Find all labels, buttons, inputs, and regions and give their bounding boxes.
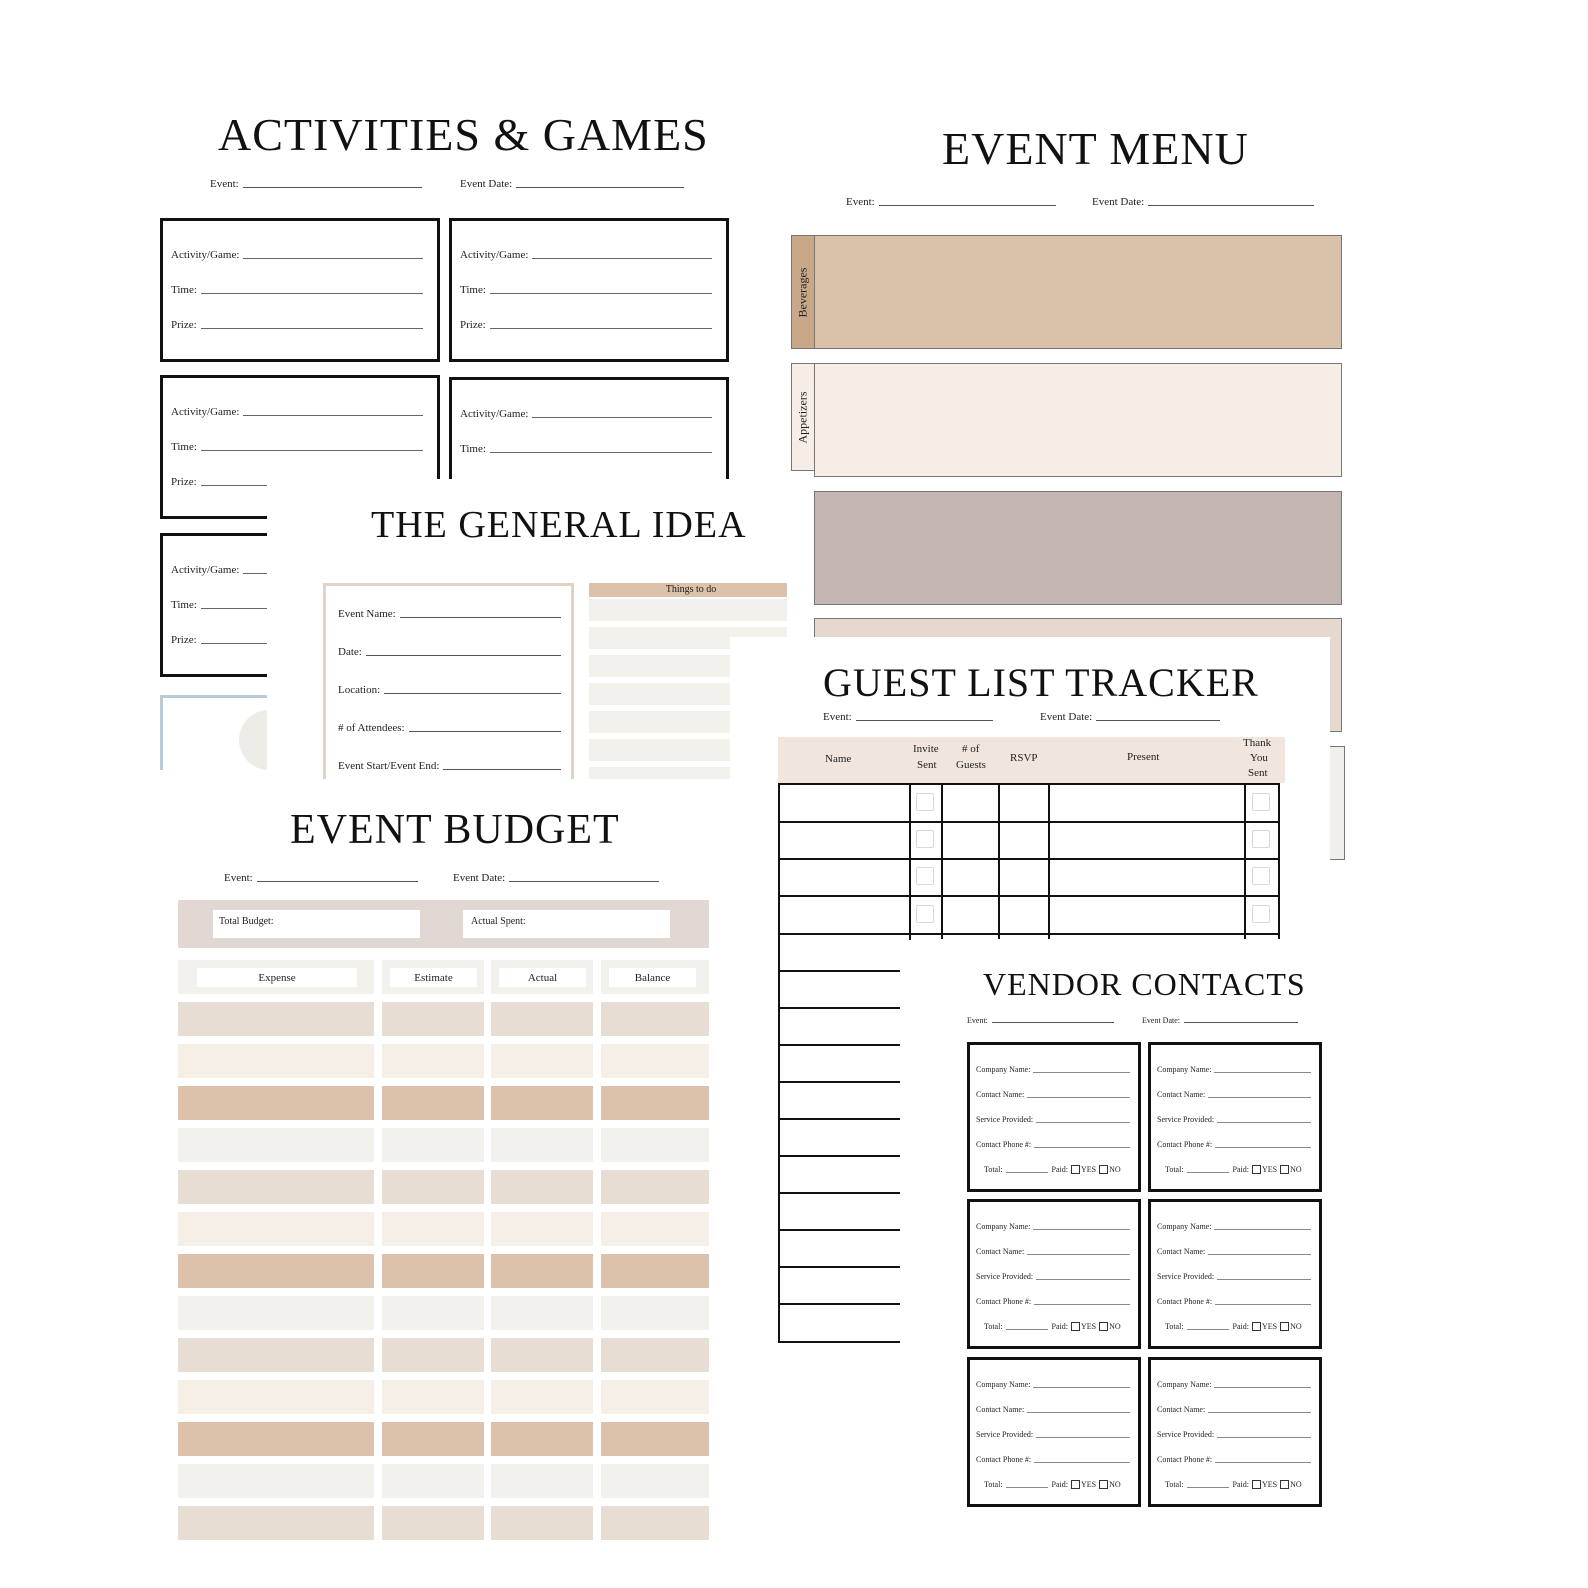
no-checkbox[interactable] (1099, 1480, 1108, 1489)
vendor-service-field[interactable]: Service Provided: (1157, 1272, 1311, 1281)
expense-cell[interactable] (178, 1086, 374, 1120)
grid-line (941, 783, 943, 939)
balance-cell[interactable] (601, 1044, 709, 1078)
activities-event-field[interactable]: Event: (210, 178, 422, 190)
total-line[interactable] (1006, 1329, 1048, 1330)
expense-cell[interactable] (178, 1002, 374, 1036)
actual-header: Actual (499, 968, 586, 987)
grid-line (1278, 783, 1280, 939)
grid-line (1244, 783, 1246, 939)
no-label: NO (1109, 1480, 1121, 1489)
actual-cell[interactable] (491, 1506, 593, 1540)
guest-event-date-field[interactable]: Event Date: (1040, 711, 1220, 723)
expense-cell[interactable] (178, 1044, 374, 1078)
vendor-card (1148, 1357, 1322, 1507)
total-line[interactable] (1006, 1172, 1048, 1173)
total-label: Total: (984, 1480, 1003, 1489)
yes-checkbox[interactable] (1071, 1165, 1080, 1174)
expense-cell[interactable] (178, 1170, 374, 1204)
total-label: Total: (1165, 1480, 1184, 1489)
yes-checkbox[interactable] (1071, 1322, 1080, 1331)
estimate-cell[interactable] (382, 1170, 484, 1204)
vendor-phone-field[interactable]: Contact Phone #: (1157, 1455, 1311, 1464)
no-checkbox[interactable] (1099, 1322, 1108, 1331)
vendor-company-field[interactable]: Company Name: (1157, 1222, 1311, 1231)
paid-label: Paid: (1051, 1322, 1068, 1331)
total-line[interactable] (1006, 1487, 1048, 1488)
grid-line (778, 933, 1280, 935)
vendor-total-row (1165, 1165, 1311, 1174)
vendor-phone-field[interactable]: Contact Phone #: (976, 1455, 1130, 1464)
vendor-card (967, 1042, 1141, 1192)
vendor-total-row (984, 1322, 1130, 1331)
grid-line (778, 1118, 916, 1120)
vendor-title: VENDOR CONTACTS (983, 966, 1306, 1002)
estimate-cell[interactable] (382, 1338, 484, 1372)
grid-line (778, 970, 916, 972)
activity-time-field[interactable]: Time: (171, 441, 423, 453)
vendor-total-row (1165, 1480, 1311, 1489)
col-invite-b: Sent (917, 759, 937, 771)
menu-tab-appetizers: Appetizers (791, 363, 815, 471)
yes-label: YES (1081, 1165, 1097, 1174)
thank-you-checkbox[interactable] (1252, 867, 1270, 885)
vendor-service-field[interactable]: Service Provided: (1157, 1430, 1311, 1439)
vendor-contact-field[interactable]: Contact Name: (1157, 1090, 1311, 1099)
no-checkbox[interactable] (1280, 1322, 1289, 1331)
activity-prize-field[interactable]: Prize: (171, 319, 423, 331)
yes-checkbox[interactable] (1252, 1322, 1261, 1331)
expense-cell[interactable] (178, 1254, 374, 1288)
no-checkbox[interactable] (1280, 1480, 1289, 1489)
no-checkbox[interactable] (1280, 1165, 1289, 1174)
things-to-do-header: Things to do (589, 583, 787, 597)
balance-cell[interactable] (601, 1506, 709, 1540)
estimate-cell[interactable] (382, 1086, 484, 1120)
activity-prize-field[interactable]: Prize: (171, 634, 423, 646)
actual-cell[interactable] (491, 1464, 593, 1498)
todo-row[interactable] (589, 599, 787, 621)
location-field[interactable]: Location: (338, 684, 561, 696)
col-invite: Invite (913, 743, 939, 755)
activity-time-field[interactable]: Time: (171, 599, 423, 611)
col-rsvp: RSVP (1010, 752, 1038, 764)
no-label: NO (1109, 1165, 1121, 1174)
total-label: Total: (1165, 1165, 1184, 1174)
grid-line (778, 1266, 916, 1268)
thank-you-checkbox[interactable] (1252, 830, 1270, 848)
vendor-total-row (1165, 1322, 1311, 1331)
activity-game-field[interactable]: Activity/Game: (171, 249, 423, 261)
col-name: Name (825, 753, 852, 765)
grid-line (778, 783, 780, 1343)
grid-line (778, 783, 1280, 785)
invite-checkbox[interactable] (916, 830, 934, 848)
balance-cell[interactable] (601, 1170, 709, 1204)
paid-label: Paid: (1051, 1165, 1068, 1174)
event-budget-sheet (160, 790, 740, 1580)
guest-event-field[interactable]: Event: (823, 711, 993, 723)
no-label: NO (1290, 1165, 1302, 1174)
expense-cell[interactable] (178, 1338, 374, 1372)
vendor-phone-field[interactable]: Contact Phone #: (976, 1140, 1130, 1149)
col-thank-b: You (1250, 752, 1268, 764)
invite-checkbox[interactable] (916, 867, 934, 885)
vendor-company-field[interactable]: Company Name: (1157, 1065, 1311, 1074)
no-label: NO (1109, 1322, 1121, 1331)
grid-line (778, 821, 1280, 823)
estimate-cell[interactable] (382, 1128, 484, 1162)
estimate-cell[interactable] (382, 1422, 484, 1456)
actual-cell[interactable] (491, 1254, 593, 1288)
yes-checkbox[interactable] (1252, 1165, 1261, 1174)
vendor-company-field[interactable]: Company Name: (1157, 1380, 1311, 1389)
thank-you-checkbox[interactable] (1252, 905, 1270, 923)
general-idea-title: THE GENERAL IDEA (371, 504, 747, 546)
actual-cell[interactable] (491, 1212, 593, 1246)
expense-cell[interactable] (178, 1212, 374, 1246)
actual-cell[interactable] (491, 1296, 593, 1330)
balance-cell[interactable] (601, 1296, 709, 1330)
actual-cell[interactable] (491, 1380, 593, 1414)
balance-cell[interactable] (601, 1086, 709, 1120)
balance-cell[interactable] (601, 1212, 709, 1246)
menu-band-mains[interactable] (814, 491, 1342, 605)
estimate-cell[interactable] (382, 1254, 484, 1288)
expense-cell[interactable] (178, 1506, 374, 1540)
activity-time-field[interactable]: Time: (460, 284, 712, 296)
menu-event-field[interactable]: Event: (846, 196, 1056, 208)
total-label: Total: (1165, 1322, 1184, 1331)
actual-cell[interactable] (491, 1086, 593, 1120)
no-label: NO (1290, 1480, 1302, 1489)
activity-card (449, 218, 729, 362)
total-label: Total: (984, 1322, 1003, 1331)
vendor-company-field[interactable]: Company Name: (976, 1380, 1130, 1389)
vendor-event-field[interactable]: Event: (967, 1016, 1114, 1025)
estimate-header: Estimate (390, 968, 477, 987)
vendor-contact-field[interactable]: Contact Name: (976, 1247, 1130, 1256)
actual-cell[interactable] (491, 1044, 593, 1078)
vendor-card (1148, 1042, 1322, 1192)
vendor-service-field[interactable]: Service Provided: (976, 1430, 1130, 1439)
col-guests-b: Guests (956, 759, 986, 771)
vendor-card (967, 1357, 1141, 1507)
expense-cell[interactable] (178, 1296, 374, 1330)
budget-title: EVENT BUDGET (290, 807, 620, 853)
grid-line (778, 1341, 912, 1343)
actual-cell[interactable] (491, 1338, 593, 1372)
vendor-service-field[interactable]: Service Provided: (976, 1115, 1130, 1124)
grid-line (778, 1229, 916, 1231)
grid-line (778, 858, 1280, 860)
activity-game-field[interactable]: Activity/Game: (460, 249, 712, 261)
expense-cell[interactable] (178, 1464, 374, 1498)
estimate-cell[interactable] (382, 1212, 484, 1246)
grid-line (778, 1081, 916, 1083)
menu-title: EVENT MENU (942, 123, 1249, 174)
balance-header: Balance (609, 968, 696, 987)
activity-game-field[interactable]: Activity/Game: (171, 406, 423, 418)
yes-checkbox[interactable] (1252, 1480, 1261, 1489)
vendor-event-date-field[interactable]: Event Date: (1142, 1016, 1298, 1025)
grid-line (778, 1007, 916, 1009)
paid-label: Paid: (1232, 1322, 1249, 1331)
yes-label: YES (1262, 1480, 1278, 1489)
paid-label: Paid: (1232, 1480, 1249, 1489)
yes-label: YES (1081, 1322, 1097, 1331)
yes-label: YES (1262, 1165, 1278, 1174)
vendor-total-row (984, 1165, 1130, 1174)
estimate-cell[interactable] (382, 1380, 484, 1414)
balance-cell[interactable] (601, 1254, 709, 1288)
vendor-company-field[interactable]: Company Name: (976, 1065, 1130, 1074)
total-line[interactable] (1187, 1487, 1229, 1488)
yes-label: YES (1081, 1480, 1097, 1489)
menu-event-date-field[interactable]: Event Date: (1092, 196, 1314, 208)
vendor-contacts-sheet (900, 940, 1360, 1570)
vendor-service-field[interactable]: Service Provided: (976, 1272, 1130, 1281)
total-line[interactable] (1187, 1329, 1229, 1330)
menu-band-beverages[interactable] (814, 235, 1342, 349)
vendor-phone-field[interactable]: Contact Phone #: (976, 1297, 1130, 1306)
vendor-card (967, 1199, 1141, 1349)
guest-list-title: GUEST LIST TRACKER (823, 660, 1259, 705)
actual-cell[interactable] (491, 1422, 593, 1456)
actual-spent-field[interactable]: Actual Spent: (463, 910, 670, 938)
invite-checkbox[interactable] (916, 905, 934, 923)
balance-cell[interactable] (601, 1002, 709, 1036)
estimate-cell[interactable] (382, 1002, 484, 1036)
balance-cell[interactable] (601, 1464, 709, 1498)
event-name-field[interactable]: Event Name: (338, 608, 561, 620)
no-checkbox[interactable] (1099, 1165, 1108, 1174)
vendor-service-field[interactable]: Service Provided: (1157, 1115, 1311, 1124)
grid-line (1048, 783, 1050, 939)
yes-checkbox[interactable] (1071, 1480, 1080, 1489)
yes-label: YES (1262, 1322, 1278, 1331)
vendor-total-row (984, 1480, 1130, 1489)
activity-game-field[interactable]: Activity/Game: (460, 408, 712, 420)
budget-event-field[interactable]: Event: (224, 872, 418, 884)
activity-card (160, 218, 440, 362)
balance-cell[interactable] (601, 1380, 709, 1414)
budget-event-date-field[interactable]: Event Date: (453, 872, 659, 884)
thank-you-checkbox[interactable] (1252, 793, 1270, 811)
vendor-contact-field[interactable]: Contact Name: (976, 1090, 1130, 1099)
actual-cell[interactable] (491, 1002, 593, 1036)
activity-game-field[interactable]: Activity/Game: (171, 564, 423, 576)
expense-cell[interactable] (178, 1380, 374, 1414)
estimate-cell[interactable] (382, 1464, 484, 1498)
vendor-card (1148, 1199, 1322, 1349)
vendor-phone-field[interactable]: Contact Phone #: (1157, 1140, 1311, 1149)
col-present: Present (1127, 751, 1160, 763)
actual-cell[interactable] (491, 1170, 593, 1204)
start-end-field[interactable]: Event Start/Event End: (338, 760, 561, 772)
invite-checkbox[interactable] (916, 793, 934, 811)
vendor-contact-field[interactable]: Contact Name: (976, 1405, 1130, 1414)
col-thank: Thank (1243, 737, 1272, 749)
activities-event-date-field[interactable]: Event Date: (460, 178, 684, 190)
vendor-contact-field[interactable]: Contact Name: (1157, 1247, 1311, 1256)
vendor-contact-field[interactable]: Contact Name: (1157, 1405, 1311, 1414)
vendor-phone-field[interactable]: Contact Phone #: (1157, 1297, 1311, 1306)
grid-line (778, 1155, 916, 1157)
date-field[interactable]: Date: (338, 646, 561, 658)
activity-time-field[interactable]: Time: (460, 443, 712, 455)
estimate-cell[interactable] (382, 1044, 484, 1078)
activities-title: ACTIVITIES & GAMES (218, 109, 709, 160)
menu-band-appetizers[interactable] (814, 363, 1342, 477)
expense-cell[interactable] (178, 1422, 374, 1456)
balance-cell[interactable] (601, 1422, 709, 1456)
grid-line (778, 1303, 916, 1305)
total-line[interactable] (1187, 1172, 1229, 1173)
total-budget-field[interactable]: Total Budget: (213, 910, 420, 938)
balance-cell[interactable] (601, 1338, 709, 1372)
vendor-company-field[interactable]: Company Name: (976, 1222, 1130, 1231)
col-guests: # of (962, 743, 980, 755)
general-idea-sheet (267, 479, 787, 779)
paid-label: Paid: (1232, 1165, 1249, 1174)
balance-cell[interactable] (601, 1128, 709, 1162)
attendees-field[interactable]: # of Attendees: (338, 722, 561, 734)
grid-line (778, 895, 1280, 897)
activity-time-field[interactable]: Time: (171, 284, 423, 296)
activity-prize-field[interactable]: Prize: (460, 319, 712, 331)
col-thank-c: Sent (1248, 767, 1268, 779)
expense-header: Expense (197, 968, 357, 987)
grid-line (778, 1192, 916, 1194)
paid-label: Paid: (1051, 1480, 1068, 1489)
actual-cell[interactable] (491, 1128, 593, 1162)
estimate-cell[interactable] (382, 1296, 484, 1330)
grid-line (998, 783, 1000, 939)
menu-tab-beverages: Beverages (791, 235, 815, 349)
expense-cell[interactable] (178, 1128, 374, 1162)
general-idea-box (323, 583, 574, 779)
activity-prize-field[interactable]: Prize: (171, 476, 423, 488)
total-label: Total: (984, 1165, 1003, 1174)
no-label: NO (1290, 1322, 1302, 1331)
grid-line (778, 1044, 916, 1046)
estimate-cell[interactable] (382, 1506, 484, 1540)
